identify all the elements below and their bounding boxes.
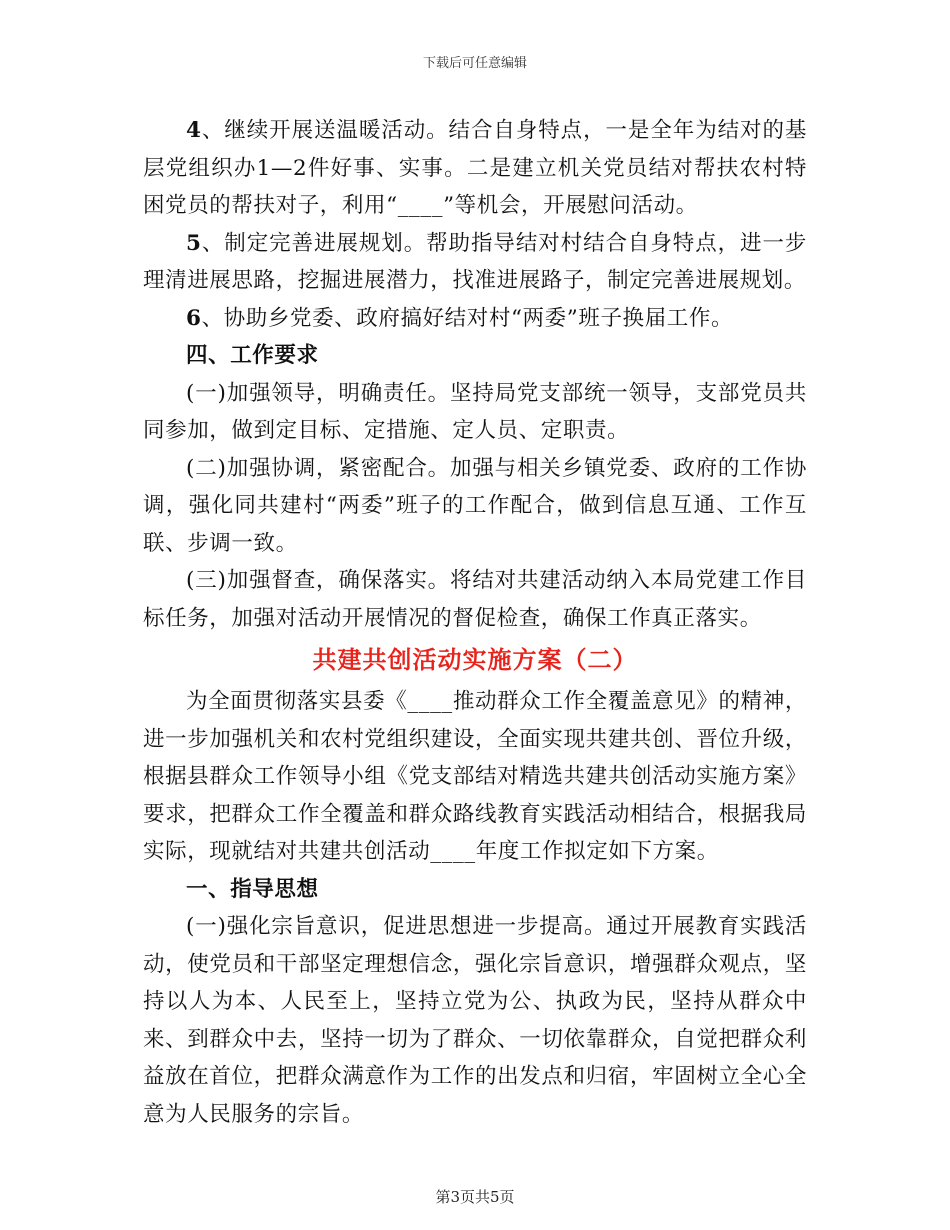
requirement-paragraph: (二)加强协调，紧密配合。加强与相关乡镇党委、政府的工作协调，强化同共建村“两委”班子的工作配合，做到信息互通、工作互联、步调一致。 — [143, 455, 807, 556]
section-heading-guiding-thought: 一、指导思想 — [186, 876, 319, 902]
item-text: 、继续开展送温暖活动。结合自身特点，一是全年为结对的基层党组织办1—2件好事、实事。二是建立机关党员结对帮扶农村特困党员的帮扶对子，利用“____”等机会，开展慰问活动。 — [143, 118, 807, 218]
page-number-footer: 第3页共5页 — [435, 1188, 515, 1206]
page-header-note: 下载后可任意编辑 — [422, 56, 527, 71]
item-6 — [143, 300, 807, 338]
item-text: 、制定完善进展规划。帮助指导结对村结合自身特点，进一步理清进展思路，挖掘进展潜力，找准进展路子，制定完善进展规划。 — [143, 230, 807, 293]
guiding-thought-paragraph: (一)强化宗旨意识，促进思想进一步提高。通过开展教育实践活动，使党员和干部坚定理想信念，强化宗旨意识，增强群众观点，坚持以人为本、人民至上，坚持立党为公、执政为民，坚持从群众中来、到群众中去，坚持一切为了群众、一切依靠群众，自觉把群众利益放在首位，把群众满意作为工作的出发点和归宿，牢固树立全心全意为人民服务的宗旨。 — [143, 914, 807, 1127]
section-heading-work-requirements: 四、工作要求 — [186, 343, 319, 368]
item-number: 4 — [186, 118, 202, 143]
item-text: 、协助乡党委、政府搞好结对村“两委”班子换届工作。 — [201, 305, 734, 331]
item-number: 5 — [186, 230, 202, 256]
item-number: 6 — [186, 305, 202, 331]
intro-paragraph: 为全面贯彻落实县委《____推动群众工作全覆盖意见》的精神，进一步加强机关和农村党组织建设，全面实现共建共创、晋位升级，根据县群众工作领导小组《党支部结对精选共建共创活动实施方案》要求，把群众工作全覆盖和群众路线教育实践活动相结合，根据我局实际，现就结对共建共创活动____年度工作拟定如下方案。 — [143, 689, 807, 864]
item-5 — [143, 225, 807, 300]
requirement-paragraph: (一)加强领导，明确责任。坚持局党支部统一领导，支部党员共同参加，做到定目标、定措施、定人员、定职责。 — [143, 380, 807, 443]
item-4 — [143, 112, 807, 225]
document-body — [143, 112, 807, 1133]
document-title: 共建共创活动实施方案（二） — [312, 645, 638, 674]
requirement-paragraph: (三)加强督查，确保落实。将结对共建活动纳入本局党建工作目标任务，加强对活动开展情况的督促检查，确保工作真正落实。 — [143, 568, 807, 631]
